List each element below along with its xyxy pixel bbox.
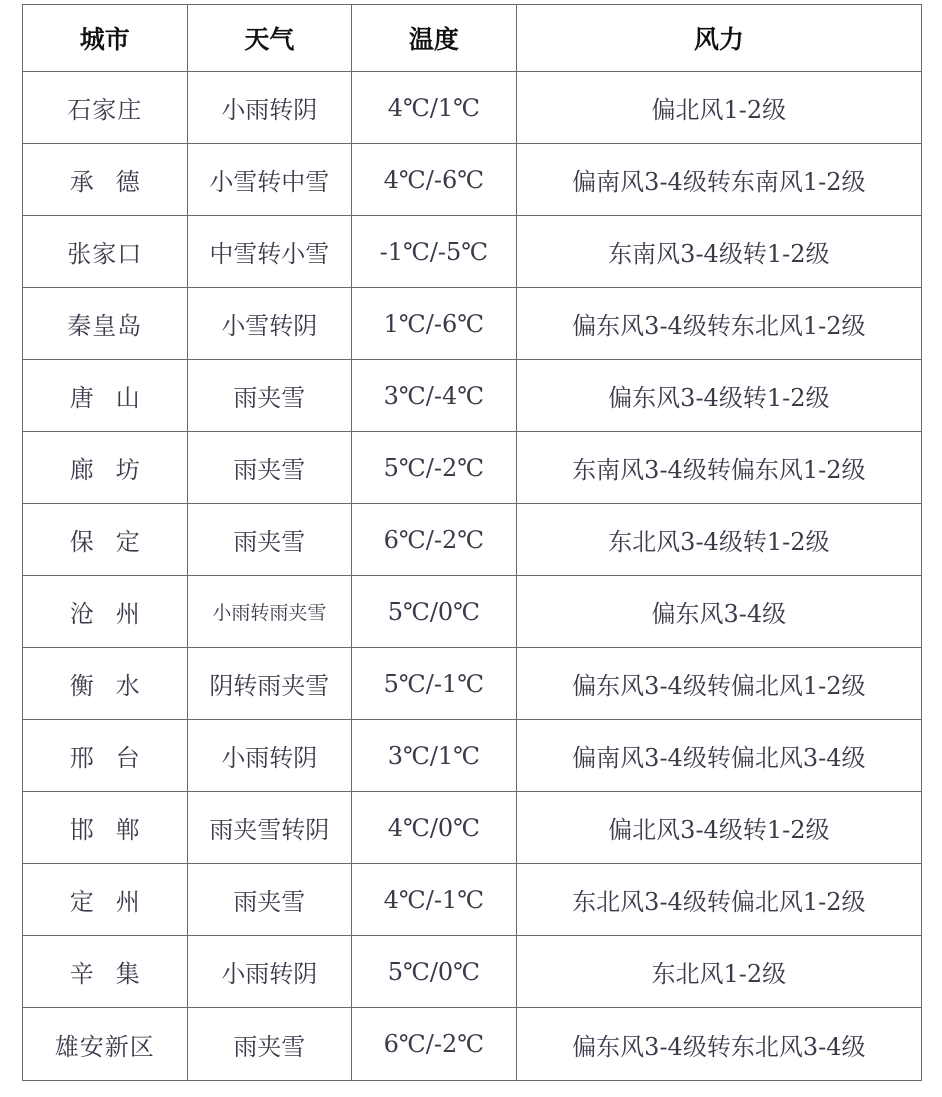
temperature-cell: 5℃/0℃ <box>352 936 517 1008</box>
wind-cell: 偏北风1-2级 <box>516 72 921 144</box>
wind-cell: 东北风3-4级转偏北风1-2级 <box>516 864 921 936</box>
temperature-cell: -1℃/-5℃ <box>352 216 517 288</box>
wind-cell: 东北风1-2级 <box>516 936 921 1008</box>
wind-cell: 东南风3-4级转偏东风1-2级 <box>516 432 921 504</box>
table-row <box>23 576 922 648</box>
wind-cell: 偏东风3-4级转1-2级 <box>516 360 921 432</box>
temperature-cell: 6℃/-2℃ <box>352 1008 517 1081</box>
temperature-cell: 4℃/0℃ <box>352 792 517 864</box>
city-cell: 邯郸 <box>23 792 188 864</box>
temperature-cell: 4℃/1℃ <box>352 72 517 144</box>
temperature-cell: 5℃/-1℃ <box>352 648 517 720</box>
table-row <box>23 72 922 144</box>
table-row <box>23 504 922 576</box>
city-cell: 石家庄 <box>23 72 188 144</box>
table-header-row <box>23 5 922 72</box>
weather-cell: 小雨转阴 <box>187 72 352 144</box>
table-row <box>23 720 922 792</box>
header-city: 城市 <box>23 5 188 72</box>
weather-cell: 雨夹雪 <box>187 360 352 432</box>
weather-cell: 雨夹雪 <box>187 504 352 576</box>
header-temperature: 温度 <box>352 5 517 72</box>
wind-cell: 东南风3-4级转1-2级 <box>516 216 921 288</box>
table-row <box>23 432 922 504</box>
weather-cell: 小雨转雨夹雪 <box>187 576 352 648</box>
weather-cell: 小雪转中雪 <box>187 144 352 216</box>
city-cell: 保定 <box>23 504 188 576</box>
temperature-cell: 4℃/-6℃ <box>352 144 517 216</box>
city-cell: 雄安新区 <box>23 1008 188 1081</box>
weather-cell: 小雨转阴 <box>187 936 352 1008</box>
city-cell: 承德 <box>23 144 188 216</box>
wind-cell: 偏东风3-4级 <box>516 576 921 648</box>
city-cell: 秦皇岛 <box>23 288 188 360</box>
table-row <box>23 936 922 1008</box>
table-row <box>23 288 922 360</box>
weather-cell: 雨夹雪 <box>187 864 352 936</box>
table-row <box>23 1008 922 1081</box>
city-cell: 辛集 <box>23 936 188 1008</box>
weather-cell: 雨夹雪 <box>187 1008 352 1081</box>
table-body <box>23 72 922 1081</box>
header-wind: 风力 <box>516 5 921 72</box>
city-cell: 沧州 <box>23 576 188 648</box>
table-row <box>23 216 922 288</box>
city-cell: 张家口 <box>23 216 188 288</box>
table-row <box>23 360 922 432</box>
temperature-cell: 5℃/-2℃ <box>352 432 517 504</box>
table-row <box>23 648 922 720</box>
temperature-cell: 1℃/-6℃ <box>352 288 517 360</box>
wind-cell: 偏东风3-4级转东北风1-2级 <box>516 288 921 360</box>
weather-cell: 雨夹雪 <box>187 432 352 504</box>
header-weather: 天气 <box>187 5 352 72</box>
city-cell: 邢台 <box>23 720 188 792</box>
temperature-cell: 5℃/0℃ <box>352 576 517 648</box>
city-cell: 定州 <box>23 864 188 936</box>
table-row <box>23 792 922 864</box>
table-row <box>23 144 922 216</box>
wind-cell: 偏东风3-4级转东北风3-4级 <box>516 1008 921 1081</box>
temperature-cell: 3℃/-4℃ <box>352 360 517 432</box>
wind-cell: 偏东风3-4级转偏北风1-2级 <box>516 648 921 720</box>
wind-cell: 偏北风3-4级转1-2级 <box>516 792 921 864</box>
wind-cell: 偏南风3-4级转东南风1-2级 <box>516 144 921 216</box>
temperature-cell: 4℃/-1℃ <box>352 864 517 936</box>
weather-forecast-table <box>22 4 922 1081</box>
table-row <box>23 864 922 936</box>
wind-cell: 偏南风3-4级转偏北风3-4级 <box>516 720 921 792</box>
weather-cell: 雨夹雪转阴 <box>187 792 352 864</box>
city-cell: 唐山 <box>23 360 188 432</box>
weather-cell: 阴转雨夹雪 <box>187 648 352 720</box>
city-cell: 衡水 <box>23 648 188 720</box>
city-cell: 廊坊 <box>23 432 188 504</box>
weather-cell: 中雪转小雪 <box>187 216 352 288</box>
temperature-cell: 6℃/-2℃ <box>352 504 517 576</box>
weather-cell: 小雪转阴 <box>187 288 352 360</box>
weather-cell: 小雨转阴 <box>187 720 352 792</box>
wind-cell: 东北风3-4级转1-2级 <box>516 504 921 576</box>
temperature-cell: 3℃/1℃ <box>352 720 517 792</box>
